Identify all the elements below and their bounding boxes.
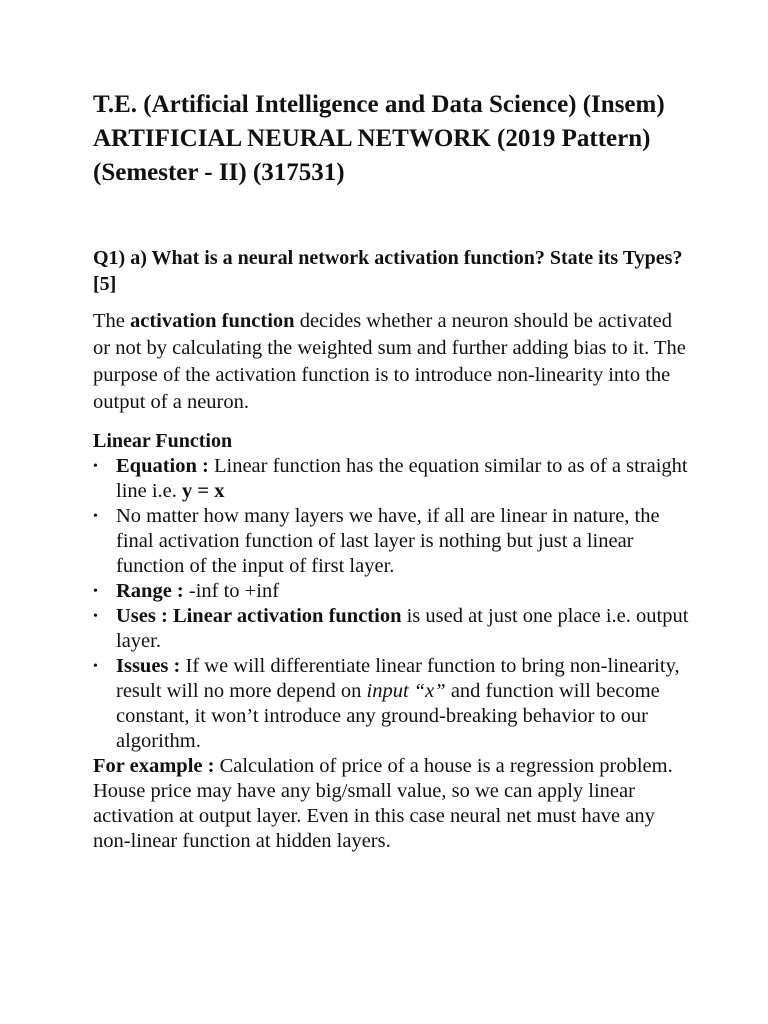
document-title: T.E. (Artificial Intelligence and Data Science) (Insem) ARTIFICIAL NEURAL NETWORK (2019 Pattern) (Semester - II) (317531) xyxy=(93,91,665,186)
issues-label: Issues : xyxy=(116,655,181,677)
list-item-layers xyxy=(93,504,693,579)
equation-text: Linear function has the equation similar to as of a straight line i.e. xyxy=(116,455,688,502)
list-item-uses xyxy=(93,604,693,654)
layers-text: No matter how many layers we have, if all are linear in nature, the final activation function of last layer is nothing but just a linear function of the input of first layer. xyxy=(116,505,660,577)
uses-bold-phrase: Linear activation function xyxy=(172,605,402,627)
bullet-dot-icon: • xyxy=(93,509,98,524)
range-text: -inf to +inf xyxy=(183,580,280,602)
linear-function-list xyxy=(93,454,693,754)
uses-text: is used at just one place i.e. output layer. xyxy=(116,605,689,652)
list-item-issues xyxy=(93,654,693,754)
question-heading: Q1) a) What is a neural network activation function? State its Types? [5] xyxy=(93,247,683,295)
range-label: Range : xyxy=(116,580,184,602)
equation-label: Equation : xyxy=(116,455,209,477)
bullet-dot-icon: • xyxy=(93,659,98,674)
list-item-equation xyxy=(93,454,693,504)
uses-label: Uses : xyxy=(116,605,173,627)
section-heading-linear-function: Linear Function xyxy=(93,430,233,452)
example-paragraph xyxy=(93,754,693,854)
intro-rest: decides whether a neuron should be activated or not by calculating the weighted sum and further adding bias to it. The purpose of the activation function is to introduce non-linearity into the output of a neuron. xyxy=(93,310,686,413)
bullet-dot-icon: • xyxy=(93,459,98,474)
bullet-dot-icon: • xyxy=(93,584,98,599)
intro-paragraph xyxy=(93,308,693,416)
bullet-dot-icon: • xyxy=(93,609,98,624)
issues-text-before: If we will differentiate linear function to bring non-linearity, result will no more depend on xyxy=(116,655,680,702)
intro-prefix: The xyxy=(93,310,130,332)
document-page xyxy=(93,88,693,854)
issues-text-after: and function will become constant, it won’t introduce any ground-breaking behavior to our algorithm. xyxy=(116,680,660,752)
issues-italic: input “x” xyxy=(366,680,446,702)
equation-formula: y = x xyxy=(182,480,225,502)
list-item-range xyxy=(93,579,693,604)
intro-term: activation function xyxy=(130,310,295,332)
example-text: Calculation of price of a house is a regression problem. House price may have any big/small value, so we can apply linear activation at output layer. Even in this case neural net must have any non-linear function at hidden layers. xyxy=(93,755,673,852)
example-label: For example : xyxy=(93,755,215,777)
